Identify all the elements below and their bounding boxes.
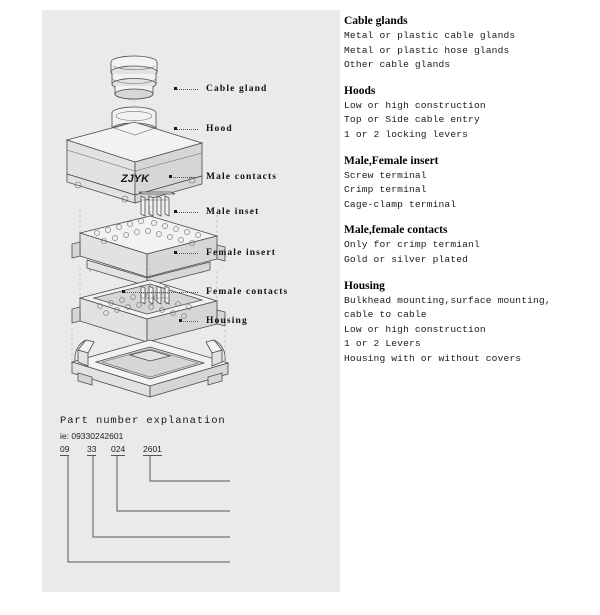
callout-leader-housing (181, 321, 198, 322)
spec-group-male-female-contacts (344, 223, 596, 267)
spec-line-cable-glands-2: Other cable glands (344, 59, 451, 71)
female-insert-part (72, 280, 225, 342)
spec-heading-male-female-insert: Male,Female insert (344, 154, 439, 167)
callout-label-housing: Housing (206, 316, 248, 326)
callout-label-female-contacts: Female contacts (206, 287, 289, 297)
cable-gland-part (111, 56, 157, 99)
connector-exploded-diagram (42, 10, 340, 410)
callout-dot-male-contacts (169, 175, 172, 178)
part-number-title: Part number explanation (60, 415, 226, 427)
spec-group-male-female-insert (344, 154, 596, 213)
callout-dot-female-insert (174, 251, 177, 254)
callout-label-hood: Hood (206, 124, 233, 134)
spec-line-housing-0: Bulkhead mounting,surface mounting, (344, 294, 551, 306)
callout-dot-cable-gland (174, 87, 177, 90)
part-number-leader-1 (93, 455, 230, 537)
brand-logo-text: ZJYK (120, 173, 150, 185)
spec-line-male-female-insert-2: Cage-clamp terminal (344, 198, 457, 210)
callout-dot-female-contacts (122, 290, 125, 293)
spec-line-male-female-contacts-0: Only for crimp termianl (344, 239, 480, 251)
spec-group-cable-glands (344, 14, 596, 73)
callout-label-male-inset: Male inset (206, 207, 260, 217)
spec-line-housing-2: Low or high construction (344, 323, 486, 335)
callout-leader-female-insert (176, 253, 198, 254)
spec-heading-cable-glands: Cable glands (344, 15, 408, 27)
spec-line-hoods-0: Low or high construction (344, 99, 486, 111)
spec-line-hoods-1: Top or Side cable entry (344, 114, 480, 126)
part-number-segment-0: 09 (60, 444, 70, 454)
callout-dot-hood (174, 127, 177, 130)
part-number-leader-lines (60, 455, 290, 575)
callout-leader-male-contacts (171, 177, 198, 178)
spec-line-male-female-contacts-1: Gold or silver plated (344, 253, 469, 265)
callout-label-male-contacts: Male contacts (206, 172, 278, 182)
callout-leader-male-inset (176, 212, 198, 213)
spec-group-housing (344, 279, 596, 367)
spec-line-cable-glands-1: Metal or plastic hose glands (344, 44, 510, 56)
spec-heading-housing: Housing (344, 279, 385, 292)
spec-heading-male-female-contacts: Male,female contacts (344, 224, 448, 237)
spec-line-male-female-insert-1: Crimp terminal (344, 184, 427, 196)
spec-line-male-female-insert-0: Screw terminal (344, 169, 427, 181)
part-number-leader-0 (68, 455, 230, 562)
part-number-segment-1: 33 (87, 444, 97, 454)
housing-part (72, 340, 228, 397)
part-number-leader-3 (150, 455, 230, 481)
part-number-leader-2 (117, 455, 230, 511)
callout-leader-female-contacts (124, 292, 198, 293)
part-number-segment-2: 024 (111, 444, 126, 454)
spec-line-housing-1: cable to cable (344, 309, 427, 321)
part-number-example: ie: 09330242601 (60, 431, 124, 441)
spec-line-housing-3: 1 or 2 Levers (344, 338, 421, 350)
callout-label-cable-gland: Cable gland (206, 84, 268, 94)
spec-group-hoods (344, 84, 596, 143)
spec-line-cable-glands-0: Metal or plastic cable glands (344, 30, 516, 41)
callout-leader-cable-gland (176, 89, 198, 90)
part-number-segment-3: 2601 (143, 444, 162, 454)
callout-dot-male-inset (174, 210, 177, 213)
specification-column (344, 14, 596, 378)
hood-part (67, 122, 202, 203)
callout-leader-hood (176, 129, 198, 130)
spec-line-housing-4: Housing with or without covers (344, 352, 522, 364)
spec-heading-hoods: Hoods (344, 84, 376, 97)
male-insert-part (72, 216, 225, 286)
callout-dot-housing (179, 319, 182, 322)
callout-label-female-insert: Female insert (206, 248, 277, 258)
part-number-explanation (60, 415, 290, 575)
spec-line-hoods-2: 1 or 2 locking levers (344, 128, 469, 140)
